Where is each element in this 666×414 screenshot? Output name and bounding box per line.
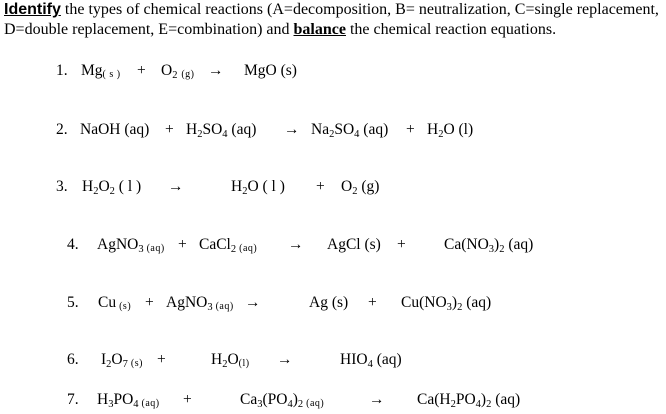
reactant-1: NaOH (aq) [80, 121, 150, 138]
product-1: MgO (s) [244, 62, 297, 79]
reactant-2: AgNO$_3$ (aq) [166, 294, 234, 313]
plus-sign: + [165, 121, 174, 138]
plus-sign: + [406, 121, 415, 138]
reactant-1: Cu (s) [98, 294, 132, 312]
reactant-2: CaCl$_2$ (aq) [199, 236, 258, 255]
reaction-arrow: → [284, 121, 300, 138]
reactant-1: $I_2O_7$ (s) [101, 351, 143, 370]
balance-keyword: balance [293, 21, 346, 38]
equation-1 [0, 60, 666, 82]
reactant-1: $H_3PO_4$ (aq) [97, 391, 160, 410]
product-1: Ag (s) [309, 294, 349, 311]
reaction-arrow: → [208, 62, 224, 79]
plus-sign: + [137, 62, 146, 79]
instructions-text-end: the chemical reaction equations. [345, 21, 557, 38]
product-1: $H_2O$ ( l ) [231, 178, 285, 197]
plus-sign: + [145, 294, 154, 311]
product-2: $H_2O$ (l) [427, 121, 474, 140]
product-1: AgCl (s) [327, 236, 381, 253]
reactant-2: $H_2SO_4$ (aq) [186, 121, 257, 140]
reaction-arrow: → [245, 294, 261, 311]
reactant-1: AgNO$_3$ (aq) [97, 236, 165, 255]
reaction-arrow: → [168, 178, 184, 195]
reaction-arrow: → [288, 236, 304, 253]
equation-number: 7. [67, 391, 79, 408]
reactant-2: $H_2O(l)$ [211, 351, 250, 370]
equation-number: 2. [56, 121, 68, 138]
product-1: $HIO_4$ (aq) [340, 351, 402, 370]
equation-number: 5. [67, 294, 79, 311]
equation-3 [0, 176, 666, 198]
equation-number: 1. [56, 62, 68, 79]
plus-sign: + [368, 294, 377, 311]
product-2: $O_2$ (g) [341, 178, 380, 197]
equation-4 [0, 234, 666, 256]
reactant-2: $O_2$ (g) [161, 62, 195, 81]
instructions [4, 0, 662, 40]
identify-keyword: Identify [4, 1, 61, 18]
plus-sign: + [397, 236, 406, 253]
equation-7 [0, 389, 666, 411]
equation-number: 3. [56, 178, 68, 195]
reactant-1: $H_2O_2$ ( l ) [82, 178, 142, 197]
reactant-1: Mg( s ) [81, 62, 121, 80]
plus-sign: + [157, 351, 166, 368]
product-2: $Cu(NO_3)_2$ (aq) [401, 294, 492, 313]
plus-sign: + [316, 178, 325, 195]
equation-2 [0, 119, 666, 141]
plus-sign: + [183, 391, 192, 408]
equation-number: 6. [67, 351, 79, 368]
reactant-2: $Ca_3(PO_4)_2$ (aq) [240, 391, 325, 410]
product-1: $Ca(H_2PO_4)_2$ (aq) [417, 391, 521, 410]
product-1: $Na_2SO_4$ (aq) [311, 121, 389, 140]
equation-6 [0, 349, 666, 371]
reaction-arrow: → [277, 351, 293, 368]
plus-sign: + [178, 236, 187, 253]
product-2: $Ca(NO_3)_2$ (aq) [444, 236, 534, 255]
reaction-arrow: → [369, 391, 385, 408]
equation-5 [0, 292, 666, 314]
instructions-text: the types of chemical reactions (A=decomposition, B= neutralization, C=single replacement, D=double replacement, E=combination) and [4, 1, 659, 38]
equation-number: 4. [67, 236, 79, 253]
